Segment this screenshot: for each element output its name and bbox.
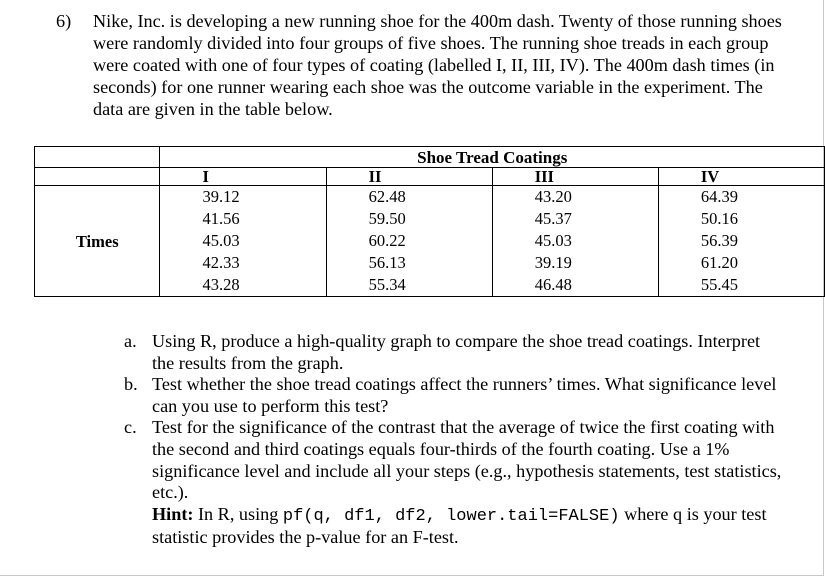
hint-label: Hint: [152,503,194,524]
group-label-2: II [326,168,492,186]
table-cell: 60.22 [368,231,406,250]
table-cell: 45.03 [202,231,240,250]
group-values-2 [326,186,492,297]
table-cell: 56.39 [700,231,738,250]
table-cell: 39.19 [534,253,572,272]
part-b-text: Test whether the shoe tread coatings affect the runners’ times. What significance level can you use to perform this test? [152,374,777,416]
table-cell: 39.12 [202,187,240,206]
hint-code: pf(q, df1, df2, lower.tail=FALSE) [282,506,620,526]
table-cell: 45.03 [534,231,572,250]
part-a [124,331,784,374]
table-cell: 43.28 [202,275,240,294]
table-cell: 55.45 [700,275,738,294]
part-c-text: Test for the significance of the contrast that the average of twice the first coating with the second and third coatings equals four-thirds of the fourth coating. Use a 1% significance level and include all your steps (e.g., hypothesis statements, test statistics, etc.). [152,417,782,503]
table-cell: 64.39 [700,187,738,206]
table-cell: 62.48 [368,187,406,206]
table-cell: 42.33 [202,253,240,272]
hint [124,504,784,549]
table-cell: 43.20 [534,187,572,206]
part-c-letter: c. [124,417,137,438]
group-label-1: I [160,168,326,186]
problem-statement [56,10,796,120]
problem-text: Nike, Inc. is developing a new running shoe for the 400m dash. Twenty of those running shoes were randomly divided into four groups of five shoes. The running shoe treads in each group were coated with one of four types of coating (labelled I, II, III, IV). The 400m dash times (in seconds) for one runner wearing each shoe was the outcome variable in the experiment. The data are given in the table below. [93,11,782,119]
table-cell: 45.37 [534,209,572,228]
table-heading: Shoe Tread Coatings [160,147,825,168]
group-values-4 [658,186,824,297]
table-corner-cell [35,147,160,168]
group-label-4: IV [658,168,824,186]
group-values-3 [492,186,658,297]
table-cell: 61.20 [700,253,738,272]
part-b-letter: b. [124,374,138,395]
group-values-1 [160,186,326,297]
data-table [34,146,825,297]
part-b [124,374,784,417]
table-header-blank [35,168,160,186]
table-cell: 59.50 [368,209,406,228]
table-cell: 56.13 [368,253,406,272]
group-label-3: III [492,168,658,186]
table-cell: 50.16 [700,209,738,228]
question-parts [124,331,784,549]
hint-post: where q is your test statistic provides the p-value for an F-test. [152,503,767,548]
part-c [124,417,784,503]
row-label-times: Times [35,186,160,297]
problem-number: 6) [56,11,72,31]
hint-pre: In R, using [197,503,279,524]
table-cell: 41.56 [202,209,240,228]
part-a-letter: a. [124,331,137,351]
table-cell: 46.48 [534,275,572,294]
part-a-text: Using R, produce a high-quality graph to compare the shoe tread coatings. Interpret the results from the graph. [152,331,761,373]
table-cell: 55.34 [368,275,406,294]
